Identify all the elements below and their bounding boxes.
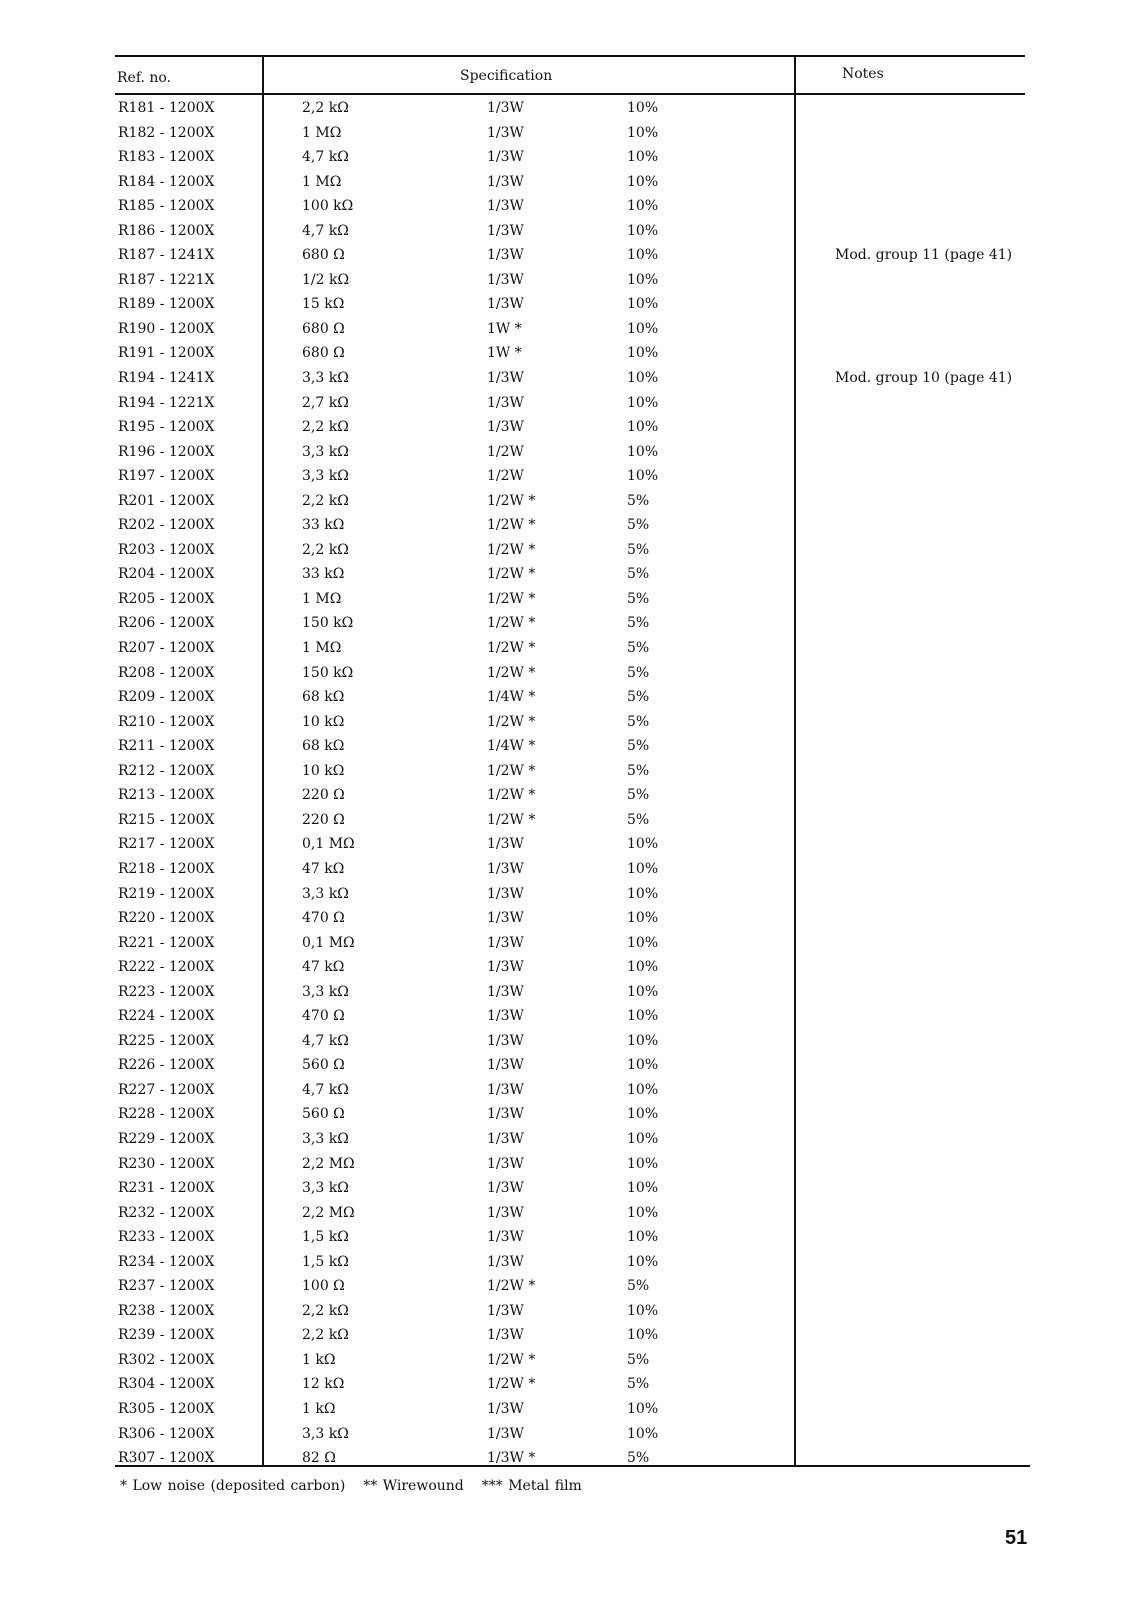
value-cell: 1 MΩ bbox=[302, 640, 342, 657]
tolerance-cell: 10% bbox=[627, 468, 659, 485]
tolerance-cell: 5% bbox=[627, 689, 650, 706]
tolerance-cell: 10% bbox=[627, 910, 659, 927]
tolerance-cell: 5% bbox=[627, 664, 650, 681]
power-cell: 1/2W * bbox=[487, 713, 536, 730]
ref-cell: R225 - 1200X bbox=[118, 1032, 215, 1049]
power-cell: 1/3W bbox=[487, 419, 524, 436]
tolerance-cell: 10% bbox=[627, 983, 659, 1000]
table-row bbox=[0, 1252, 1131, 1277]
tolerance-cell: 10% bbox=[627, 1302, 659, 1319]
footnote-item: ** Wirewound bbox=[363, 1478, 464, 1494]
value-cell: 2,2 kΩ bbox=[302, 1302, 349, 1319]
value-cell: 220 Ω bbox=[302, 811, 345, 828]
tolerance-cell: 10% bbox=[627, 100, 659, 116]
power-cell: 1/3W bbox=[487, 124, 524, 141]
tolerance-cell: 5% bbox=[627, 713, 650, 730]
value-cell: 3,3 kΩ bbox=[302, 443, 349, 460]
ref-cell: R233 - 1200X bbox=[118, 1229, 215, 1246]
tolerance-cell: 5% bbox=[627, 1376, 650, 1393]
power-cell: 1/2W * bbox=[487, 787, 536, 804]
table-row bbox=[0, 613, 1131, 638]
value-cell: 2,2 MΩ bbox=[302, 1155, 355, 1172]
tolerance-cell: 5% bbox=[627, 640, 650, 657]
power-cell: 1/3W bbox=[487, 1081, 524, 1098]
table-row bbox=[0, 1301, 1131, 1326]
ref-cell: R202 - 1200X bbox=[118, 517, 215, 534]
value-cell: 15 kΩ bbox=[302, 296, 345, 313]
ref-cell: R205 - 1200X bbox=[118, 590, 215, 607]
table-row bbox=[0, 884, 1131, 909]
ref-cell: R224 - 1200X bbox=[118, 1008, 215, 1025]
tolerance-cell: 10% bbox=[627, 1155, 659, 1172]
power-cell: 1/2W bbox=[487, 443, 524, 460]
tolerance-cell: 10% bbox=[627, 394, 659, 411]
tolerance-cell: 10% bbox=[627, 1081, 659, 1098]
ref-cell: R226 - 1200X bbox=[118, 1057, 215, 1074]
ref-cell: R207 - 1200X bbox=[118, 640, 215, 657]
tolerance-cell: 10% bbox=[627, 370, 659, 387]
power-cell: 1/3W bbox=[487, 983, 524, 1000]
ref-cell: R186 - 1200X bbox=[118, 222, 215, 239]
ref-cell: R194 - 1221X bbox=[118, 394, 215, 411]
power-cell: 1/3W bbox=[487, 222, 524, 239]
tolerance-cell: 5% bbox=[627, 762, 650, 779]
table-row bbox=[0, 589, 1131, 614]
ref-cell: R210 - 1200X bbox=[118, 713, 215, 730]
tolerance-cell: 10% bbox=[627, 934, 659, 951]
ref-cell: R220 - 1200X bbox=[118, 910, 215, 927]
page-number: 51 bbox=[1005, 1527, 1028, 1549]
ref-cell: R211 - 1200X bbox=[118, 738, 215, 755]
power-cell: 1/3W * bbox=[487, 1450, 536, 1467]
footnote bbox=[120, 1478, 600, 1494]
power-cell: 1/4W * bbox=[487, 689, 536, 706]
ref-cell: R187 - 1221X bbox=[118, 271, 215, 288]
value-cell: 560 Ω bbox=[302, 1057, 345, 1074]
ref-cell: R219 - 1200X bbox=[118, 885, 215, 902]
table-row bbox=[0, 1276, 1131, 1301]
power-cell: 1/3W bbox=[487, 885, 524, 902]
power-cell: 1/3W bbox=[487, 1253, 524, 1270]
power-cell: 1/3W bbox=[487, 1106, 524, 1123]
power-cell: 1/4W * bbox=[487, 738, 536, 755]
power-cell: 1/3W bbox=[487, 1327, 524, 1344]
table-row bbox=[0, 638, 1131, 663]
value-cell: 33 kΩ bbox=[302, 517, 345, 534]
ref-cell: R234 - 1200X bbox=[118, 1253, 215, 1270]
tolerance-cell: 10% bbox=[627, 198, 659, 215]
tolerance-cell: 10% bbox=[627, 1057, 659, 1074]
ref-cell: R213 - 1200X bbox=[118, 787, 215, 804]
ref-cell: R196 - 1200X bbox=[118, 443, 215, 460]
tolerance-cell: 10% bbox=[627, 222, 659, 239]
value-cell: 1/2 kΩ bbox=[302, 271, 350, 288]
table-row bbox=[0, 172, 1131, 197]
ref-cell: R185 - 1200X bbox=[118, 198, 215, 215]
value-cell: 2,2 kΩ bbox=[302, 1327, 349, 1344]
table-row bbox=[0, 982, 1131, 1007]
power-cell: 1/2W * bbox=[487, 640, 536, 657]
power-cell: 1/3W bbox=[487, 370, 524, 387]
table-row bbox=[0, 540, 1131, 565]
value-cell: 3,3 kΩ bbox=[302, 1425, 349, 1442]
ref-cell: R201 - 1200X bbox=[118, 492, 215, 509]
ref-cell: R222 - 1200X bbox=[118, 959, 215, 976]
value-cell: 1 MΩ bbox=[302, 590, 342, 607]
value-cell: 680 Ω bbox=[302, 247, 345, 264]
ref-cell: R302 - 1200X bbox=[118, 1351, 215, 1368]
table-row bbox=[0, 687, 1131, 712]
power-cell: 1/2W * bbox=[487, 1278, 536, 1295]
table-row bbox=[0, 1006, 1131, 1031]
table-row bbox=[0, 245, 1131, 270]
header-ref-no: Ref. no. bbox=[117, 70, 172, 86]
ref-cell: R191 - 1200X bbox=[118, 345, 215, 362]
value-cell: 1 MΩ bbox=[302, 124, 342, 141]
value-cell: 4,7 kΩ bbox=[302, 222, 349, 239]
footnote-item: *** Metal film bbox=[481, 1478, 582, 1494]
table-row bbox=[0, 1350, 1131, 1375]
tolerance-cell: 5% bbox=[627, 590, 650, 607]
tolerance-cell: 10% bbox=[627, 320, 659, 337]
power-cell: 1/2W * bbox=[487, 811, 536, 828]
tolerance-cell: 10% bbox=[627, 173, 659, 190]
power-cell: 1/3W bbox=[487, 100, 524, 116]
table-row bbox=[0, 785, 1131, 810]
tolerance-cell: 10% bbox=[627, 1204, 659, 1221]
value-cell: 47 kΩ bbox=[302, 959, 345, 976]
ref-cell: R238 - 1200X bbox=[118, 1302, 215, 1319]
header-specification: Specification bbox=[460, 68, 553, 84]
table-row bbox=[0, 442, 1131, 467]
note-cell: Mod. group 10 (page 41) bbox=[835, 370, 1013, 387]
power-cell: 1/2W * bbox=[487, 1376, 536, 1393]
ref-cell: R307 - 1200X bbox=[118, 1450, 215, 1467]
table-row bbox=[0, 491, 1131, 516]
tolerance-cell: 5% bbox=[627, 1450, 650, 1467]
table-row bbox=[0, 221, 1131, 246]
ref-cell: R184 - 1200X bbox=[118, 173, 215, 190]
tolerance-cell: 10% bbox=[627, 345, 659, 362]
tolerance-cell: 5% bbox=[627, 738, 650, 755]
tolerance-cell: 10% bbox=[627, 885, 659, 902]
power-cell: 1/3W bbox=[487, 394, 524, 411]
power-cell: 1/3W bbox=[487, 1229, 524, 1246]
value-cell: 1 kΩ bbox=[302, 1351, 336, 1368]
tolerance-cell: 5% bbox=[627, 1278, 650, 1295]
ref-cell: R182 - 1200X bbox=[118, 124, 215, 141]
ref-cell: R187 - 1241X bbox=[118, 247, 215, 264]
tolerance-cell: 10% bbox=[627, 247, 659, 264]
tolerance-cell: 5% bbox=[627, 492, 650, 509]
value-cell: 82 Ω bbox=[302, 1450, 336, 1467]
power-cell: 1/3W bbox=[487, 1130, 524, 1147]
tolerance-cell: 10% bbox=[627, 1130, 659, 1147]
table-row bbox=[0, 1399, 1131, 1424]
table-row bbox=[0, 957, 1131, 982]
power-cell: 1/2W * bbox=[487, 590, 536, 607]
power-cell: 1/2W * bbox=[487, 1351, 536, 1368]
tolerance-cell: 10% bbox=[627, 1180, 659, 1197]
ref-cell: R197 - 1200X bbox=[118, 468, 215, 485]
table-row bbox=[0, 98, 1131, 123]
table-row bbox=[0, 196, 1131, 221]
table-row bbox=[0, 1203, 1131, 1228]
ref-cell: R231 - 1200X bbox=[118, 1180, 215, 1197]
value-cell: 470 Ω bbox=[302, 910, 345, 927]
ref-cell: R306 - 1200X bbox=[118, 1425, 215, 1442]
value-cell: 2,2 kΩ bbox=[302, 492, 349, 509]
ref-cell: R230 - 1200X bbox=[118, 1155, 215, 1172]
ref-cell: R239 - 1200X bbox=[118, 1327, 215, 1344]
value-cell: 33 kΩ bbox=[302, 566, 345, 583]
tolerance-cell: 5% bbox=[627, 811, 650, 828]
tolerance-cell: 10% bbox=[627, 443, 659, 460]
header-notes: Notes bbox=[842, 66, 884, 82]
power-cell: 1W * bbox=[487, 345, 522, 362]
tolerance-cell: 5% bbox=[627, 787, 650, 804]
table-header-rule bbox=[115, 93, 1025, 95]
power-cell: 1/2W * bbox=[487, 541, 536, 558]
power-cell: 1/3W bbox=[487, 149, 524, 166]
value-cell: 3,3 kΩ bbox=[302, 1130, 349, 1147]
power-cell: 1/3W bbox=[487, 1057, 524, 1074]
power-cell: 1/3W bbox=[487, 1204, 524, 1221]
value-cell: 1,5 kΩ bbox=[302, 1253, 349, 1270]
value-cell: 150 kΩ bbox=[302, 664, 354, 681]
power-cell: 1/3W bbox=[487, 173, 524, 190]
value-cell: 3,3 kΩ bbox=[302, 370, 349, 387]
table-row bbox=[0, 1129, 1131, 1154]
power-cell: 1/2W * bbox=[487, 762, 536, 779]
tolerance-cell: 10% bbox=[627, 419, 659, 436]
table-row bbox=[0, 123, 1131, 148]
power-cell: 1/3W bbox=[487, 198, 524, 215]
tolerance-cell: 5% bbox=[627, 517, 650, 534]
ref-cell: R206 - 1200X bbox=[118, 615, 215, 632]
table-row bbox=[0, 712, 1131, 737]
ref-cell: R305 - 1200X bbox=[118, 1400, 215, 1417]
table-row bbox=[0, 294, 1131, 319]
footnote-item: * Low noise (deposited carbon) bbox=[120, 1478, 346, 1494]
value-cell: 2,2 kΩ bbox=[302, 541, 349, 558]
ref-cell: R227 - 1200X bbox=[118, 1081, 215, 1098]
ref-cell: R212 - 1200X bbox=[118, 762, 215, 779]
ref-cell: R190 - 1200X bbox=[118, 320, 215, 337]
ref-cell: R204 - 1200X bbox=[118, 566, 215, 583]
tolerance-cell: 10% bbox=[627, 959, 659, 976]
power-cell: 1/2W bbox=[487, 468, 524, 485]
table-row bbox=[0, 343, 1131, 368]
table-row bbox=[0, 663, 1131, 688]
value-cell: 3,3 kΩ bbox=[302, 468, 349, 485]
ref-cell: R217 - 1200X bbox=[118, 836, 215, 853]
table-row bbox=[0, 1154, 1131, 1179]
power-cell: 1/3W bbox=[487, 910, 524, 927]
table-row bbox=[0, 1325, 1131, 1350]
ref-cell: R203 - 1200X bbox=[118, 541, 215, 558]
tolerance-cell: 10% bbox=[627, 271, 659, 288]
value-cell: 12 kΩ bbox=[302, 1376, 345, 1393]
table-row bbox=[0, 933, 1131, 958]
tolerance-cell: 10% bbox=[627, 1032, 659, 1049]
table-row bbox=[0, 1227, 1131, 1252]
value-cell: 4,7 kΩ bbox=[302, 1081, 349, 1098]
value-cell: 10 kΩ bbox=[302, 762, 345, 779]
tolerance-cell: 5% bbox=[627, 566, 650, 583]
table-row bbox=[0, 1031, 1131, 1056]
power-cell: 1/3W bbox=[487, 836, 524, 853]
value-cell: 220 Ω bbox=[302, 787, 345, 804]
value-cell: 150 kΩ bbox=[302, 615, 354, 632]
parts-table-body bbox=[0, 98, 1131, 1473]
ref-cell: R229 - 1200X bbox=[118, 1130, 215, 1147]
table-row bbox=[0, 1104, 1131, 1129]
table-row bbox=[0, 515, 1131, 540]
power-cell: 1/3W bbox=[487, 296, 524, 313]
tolerance-cell: 10% bbox=[627, 1229, 659, 1246]
value-cell: 0,1 MΩ bbox=[302, 836, 355, 853]
table-row bbox=[0, 1374, 1131, 1399]
ref-cell: R209 - 1200X bbox=[118, 689, 215, 706]
power-cell: 1/3W bbox=[487, 934, 524, 951]
table-row bbox=[0, 393, 1131, 418]
power-cell: 1W * bbox=[487, 320, 522, 337]
value-cell: 68 kΩ bbox=[302, 689, 345, 706]
power-cell: 1/3W bbox=[487, 1155, 524, 1172]
value-cell: 4,7 kΩ bbox=[302, 149, 349, 166]
ref-cell: R221 - 1200X bbox=[118, 934, 215, 951]
value-cell: 1 MΩ bbox=[302, 173, 342, 190]
power-cell: 1/2W * bbox=[487, 566, 536, 583]
value-cell: 4,7 kΩ bbox=[302, 1032, 349, 1049]
table-row bbox=[0, 859, 1131, 884]
tolerance-cell: 10% bbox=[627, 124, 659, 141]
value-cell: 3,3 kΩ bbox=[302, 983, 349, 1000]
value-cell: 2,2 kΩ bbox=[302, 100, 349, 116]
table-row bbox=[0, 810, 1131, 835]
value-cell: 47 kΩ bbox=[302, 860, 345, 877]
value-cell: 680 Ω bbox=[302, 345, 345, 362]
power-cell: 1/3W bbox=[487, 860, 524, 877]
value-cell: 2,7 kΩ bbox=[302, 394, 349, 411]
table-row bbox=[0, 368, 1131, 393]
tolerance-cell: 10% bbox=[627, 1425, 659, 1442]
table-row bbox=[0, 1178, 1131, 1203]
ref-cell: R223 - 1200X bbox=[118, 983, 215, 1000]
ref-cell: R304 - 1200X bbox=[118, 1376, 215, 1393]
value-cell: 1 kΩ bbox=[302, 1400, 336, 1417]
tolerance-cell: 10% bbox=[627, 836, 659, 853]
ref-cell: R194 - 1241X bbox=[118, 370, 215, 387]
table-row bbox=[0, 1080, 1131, 1105]
ref-cell: R232 - 1200X bbox=[118, 1204, 215, 1221]
power-cell: 1/3W bbox=[487, 1302, 524, 1319]
ref-cell: R208 - 1200X bbox=[118, 664, 215, 681]
table-top-rule bbox=[115, 55, 1025, 57]
ref-cell: R215 - 1200X bbox=[118, 811, 215, 828]
table-row bbox=[0, 1424, 1131, 1449]
value-cell: 2,2 kΩ bbox=[302, 419, 349, 436]
tolerance-cell: 10% bbox=[627, 1106, 659, 1123]
power-cell: 1/2W * bbox=[487, 492, 536, 509]
value-cell: 100 Ω bbox=[302, 1278, 345, 1295]
table-row bbox=[0, 270, 1131, 295]
tolerance-cell: 10% bbox=[627, 1327, 659, 1344]
table-row bbox=[0, 147, 1131, 172]
table-row bbox=[0, 736, 1131, 761]
power-cell: 1/3W bbox=[487, 1400, 524, 1417]
table-row bbox=[0, 761, 1131, 786]
value-cell: 100 kΩ bbox=[302, 198, 354, 215]
table-row bbox=[0, 564, 1131, 589]
power-cell: 1/2W * bbox=[487, 517, 536, 534]
table-row bbox=[0, 834, 1131, 859]
power-cell: 1/3W bbox=[487, 247, 524, 264]
power-cell: 1/2W * bbox=[487, 615, 536, 632]
table-row bbox=[0, 1055, 1131, 1080]
tolerance-cell: 10% bbox=[627, 1008, 659, 1025]
table-row bbox=[0, 417, 1131, 442]
value-cell: 680 Ω bbox=[302, 320, 345, 337]
value-cell: 3,3 kΩ bbox=[302, 1180, 349, 1197]
table-row bbox=[0, 1448, 1131, 1473]
table-row bbox=[0, 466, 1131, 491]
ref-cell: R237 - 1200X bbox=[118, 1278, 215, 1295]
power-cell: 1/3W bbox=[487, 1425, 524, 1442]
ref-cell: R183 - 1200X bbox=[118, 149, 215, 166]
power-cell: 1/3W bbox=[487, 1008, 524, 1025]
ref-cell: R189 - 1200X bbox=[118, 296, 215, 313]
value-cell: 3,3 kΩ bbox=[302, 885, 349, 902]
power-cell: 1/3W bbox=[487, 959, 524, 976]
tolerance-cell: 10% bbox=[627, 860, 659, 877]
tolerance-cell: 10% bbox=[627, 1253, 659, 1270]
power-cell: 1/2W * bbox=[487, 664, 536, 681]
note-cell: Mod. group 11 (page 41) bbox=[835, 247, 1013, 264]
value-cell: 470 Ω bbox=[302, 1008, 345, 1025]
value-cell: 2,2 MΩ bbox=[302, 1204, 355, 1221]
value-cell: 0,1 MΩ bbox=[302, 934, 355, 951]
value-cell: 10 kΩ bbox=[302, 713, 345, 730]
ref-cell: R218 - 1200X bbox=[118, 860, 215, 877]
power-cell: 1/3W bbox=[487, 1180, 524, 1197]
ref-cell: R181 - 1200X bbox=[118, 100, 215, 116]
table-row bbox=[0, 908, 1131, 933]
tolerance-cell: 10% bbox=[627, 296, 659, 313]
power-cell: 1/3W bbox=[487, 271, 524, 288]
value-cell: 68 kΩ bbox=[302, 738, 345, 755]
tolerance-cell: 10% bbox=[627, 149, 659, 166]
tolerance-cell: 10% bbox=[627, 1400, 659, 1417]
tolerance-cell: 5% bbox=[627, 541, 650, 558]
tolerance-cell: 5% bbox=[627, 615, 650, 632]
table-row bbox=[0, 319, 1131, 344]
power-cell: 1/3W bbox=[487, 1032, 524, 1049]
tolerance-cell: 5% bbox=[627, 1351, 650, 1368]
value-cell: 560 Ω bbox=[302, 1106, 345, 1123]
ref-cell: R195 - 1200X bbox=[118, 419, 215, 436]
value-cell: 1,5 kΩ bbox=[302, 1229, 349, 1246]
ref-cell: R228 - 1200X bbox=[118, 1106, 215, 1123]
